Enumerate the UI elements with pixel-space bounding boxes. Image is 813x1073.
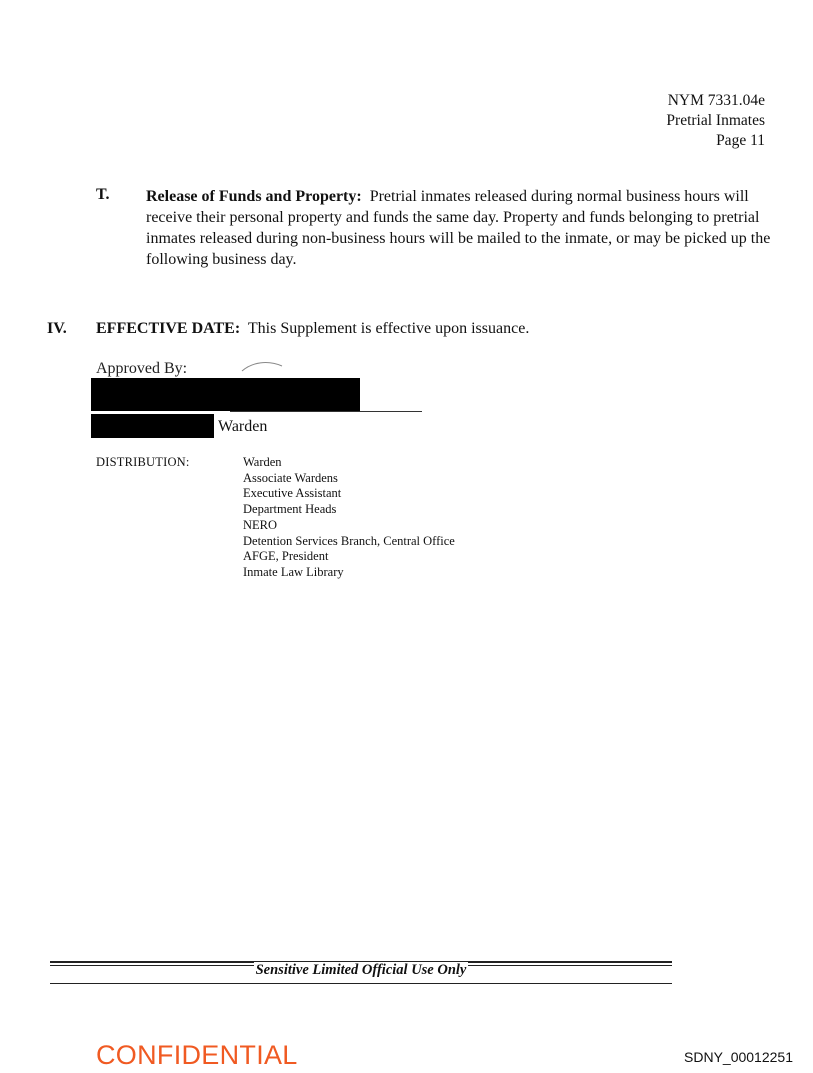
security-marking <box>50 962 672 979</box>
footer-rule <box>50 983 672 984</box>
bates-number: SDNY_00012251 <box>684 1049 793 1065</box>
section-iv-heading: EFFECTIVE DATE: <box>96 320 241 337</box>
distribution-item: Detention Services Branch, Central Office <box>243 533 455 548</box>
distribution-item: Inmate Law Library <box>243 564 344 579</box>
section-iv-numeral: IV. <box>47 320 67 337</box>
redaction-bar <box>91 378 360 411</box>
approved-by-label: Approved By: <box>96 360 188 377</box>
confidential-stamp: CONFIDENTIAL <box>96 1040 298 1070</box>
signature-mark-icon <box>230 360 290 374</box>
page-number: Page 11 <box>716 132 765 149</box>
section-t-body <box>146 186 778 270</box>
section-iv-body <box>96 320 529 338</box>
signatory-title: Warden <box>218 418 268 435</box>
distribution-label: DISTRIBUTION: <box>96 455 190 469</box>
section-t-heading: Release of Funds and Property: <box>146 188 362 205</box>
page-header <box>666 91 765 151</box>
distribution-list <box>243 455 455 581</box>
signature-line <box>230 411 422 412</box>
distribution-item: Executive Assistant <box>243 486 342 501</box>
security-marking-text: Sensitive Limited Official Use Only <box>255 962 467 978</box>
distribution-item: Warden <box>243 455 282 469</box>
section-iv-text: This Supplement is effective upon issuance. <box>247 320 530 337</box>
doc-number: NYM 7331.04e <box>667 92 765 109</box>
redaction-bar <box>91 414 214 438</box>
distribution-item: AFGE, President <box>243 549 329 564</box>
doc-subject: Pretrial Inmates <box>666 112 765 129</box>
distribution-item: Associate Wardens <box>243 470 338 485</box>
section-t-text: Pretrial inmates released during normal business hours will receive their personal property and funds the same day. Property and funds belonging to pretrial inmates released during non-business hours will be mailed to the inmate, or may be picked up the following business day. <box>146 188 771 268</box>
distribution-item: Department Heads <box>243 502 337 517</box>
distribution-item: NERO <box>243 517 278 532</box>
section-t-letter: T. <box>96 186 110 203</box>
